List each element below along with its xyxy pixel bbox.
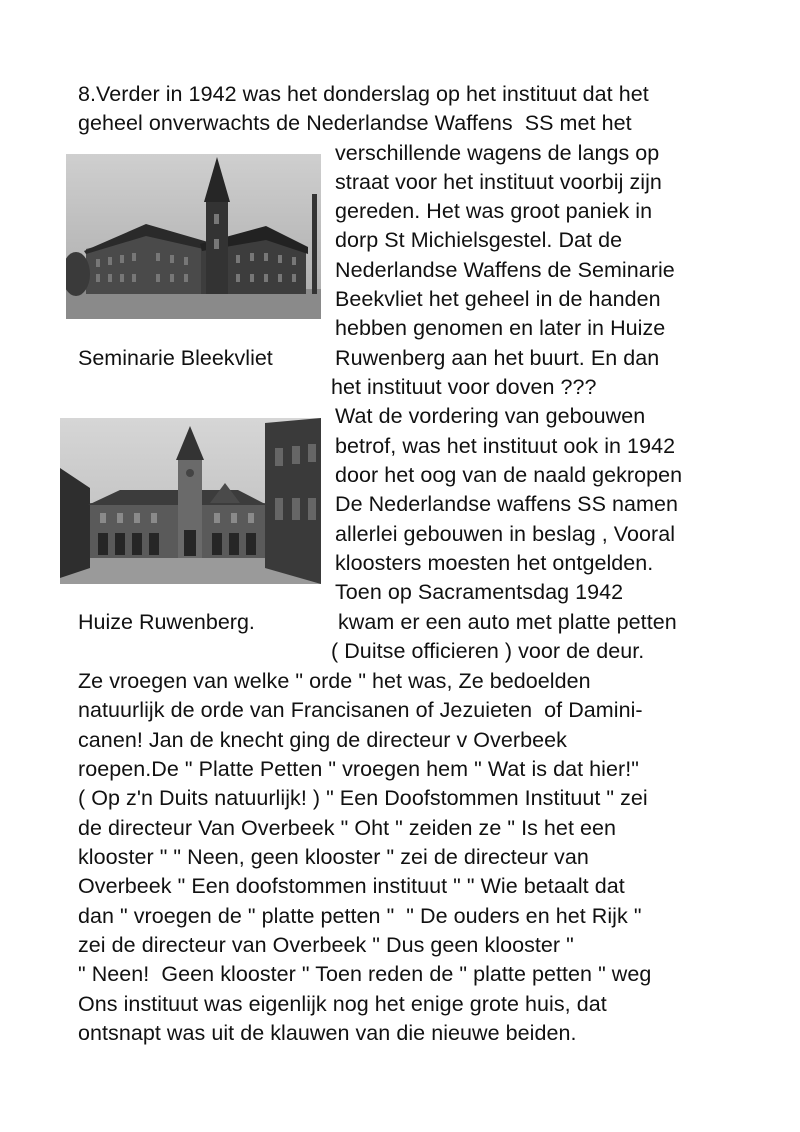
beside-line: straat voor het instituut voorbij zijn xyxy=(335,170,662,194)
intro-line: 8.Verder in 1942 was het donderslag op het instituut dat het xyxy=(78,82,649,106)
beside-line: Beekvliet het geheel in de handen xyxy=(335,287,661,311)
body-line: Overbeek " Een doofstommen instituut " " Wie betaalt dat xyxy=(78,874,625,898)
intro-line: geheel onverwachts de Nederlandse Waffens SS met het xyxy=(78,111,632,135)
beside-line: betrof, was het instituut ook in 1942 xyxy=(335,434,676,458)
beside-line: allerlei gebouwen in beslag , Vooral xyxy=(335,522,676,546)
seminarie-photo xyxy=(66,154,321,319)
body-line: ontsnapt was uit de klauwen van die nieuwe beiden. xyxy=(78,1021,577,1045)
body-line: Ons instituut was eigenlijk nog het enige grote huis, dat xyxy=(78,992,607,1016)
body-line: " Neen! Geen klooster " Toen reden de " platte petten " weg xyxy=(78,962,652,986)
body-line: natuurlijk de orde van Francisanen of Jezuieten of Damini- xyxy=(78,698,643,722)
body-line: Ze vroegen van welke " orde " het was, Ze bedoelden xyxy=(78,669,591,693)
body-line: klooster " " Neen, geen klooster " zei de directeur van xyxy=(78,845,589,869)
beside-line: ( Duitse officieren ) voor de deur. xyxy=(331,639,645,663)
beside-line: verschillende wagens de langs op xyxy=(335,141,660,165)
beside-line: het instituut voor doven ??? xyxy=(331,375,597,399)
body-line: roepen.De " Platte Petten " vroegen hem " Wat is dat hier!" xyxy=(78,757,639,781)
ruwenberg-photo xyxy=(60,418,321,584)
body-line: canen! Jan de knecht ging de directeur v Overbeek xyxy=(78,728,567,752)
body-line: ( Op z'n Duits natuurlijk! ) " Een Doofstommen Instituut " zei xyxy=(78,786,648,810)
beside-line: dorp St Michielsgestel. Dat de xyxy=(335,228,623,252)
beside-line: De Nederlandse waffens SS namen xyxy=(335,492,678,516)
beside-line: kloosters moesten het ontgelden. xyxy=(335,551,654,575)
beside-line: Toen op Sacramentsdag 1942 xyxy=(335,580,624,604)
body-line: dan " vroegen de " platte petten " " De ouders en het Rijk " xyxy=(78,904,642,928)
seminarie-caption: Seminarie Bleekvliet xyxy=(78,346,273,370)
ruwenberg-caption: Huize Ruwenberg. xyxy=(78,610,255,634)
beside-line: kwam er een auto met platte petten xyxy=(338,610,677,634)
beside-line: door het oog van de naald gekropen xyxy=(335,463,683,487)
beside-line: Ruwenberg aan het buurt. En dan xyxy=(335,346,660,370)
beside-line: Wat de vordering van gebouwen xyxy=(335,404,646,428)
body-line: zei de directeur van Overbeek " Dus geen klooster " xyxy=(78,933,574,957)
beside-line: hebben genomen en later in Huize xyxy=(335,316,666,340)
beside-line: gereden. Het was groot paniek in xyxy=(335,199,653,223)
beside-line: Nederlandse Waffens de Seminarie xyxy=(335,258,675,282)
body-line: de directeur Van Overbeek " Oht " zeiden ze " Is het een xyxy=(78,816,617,840)
